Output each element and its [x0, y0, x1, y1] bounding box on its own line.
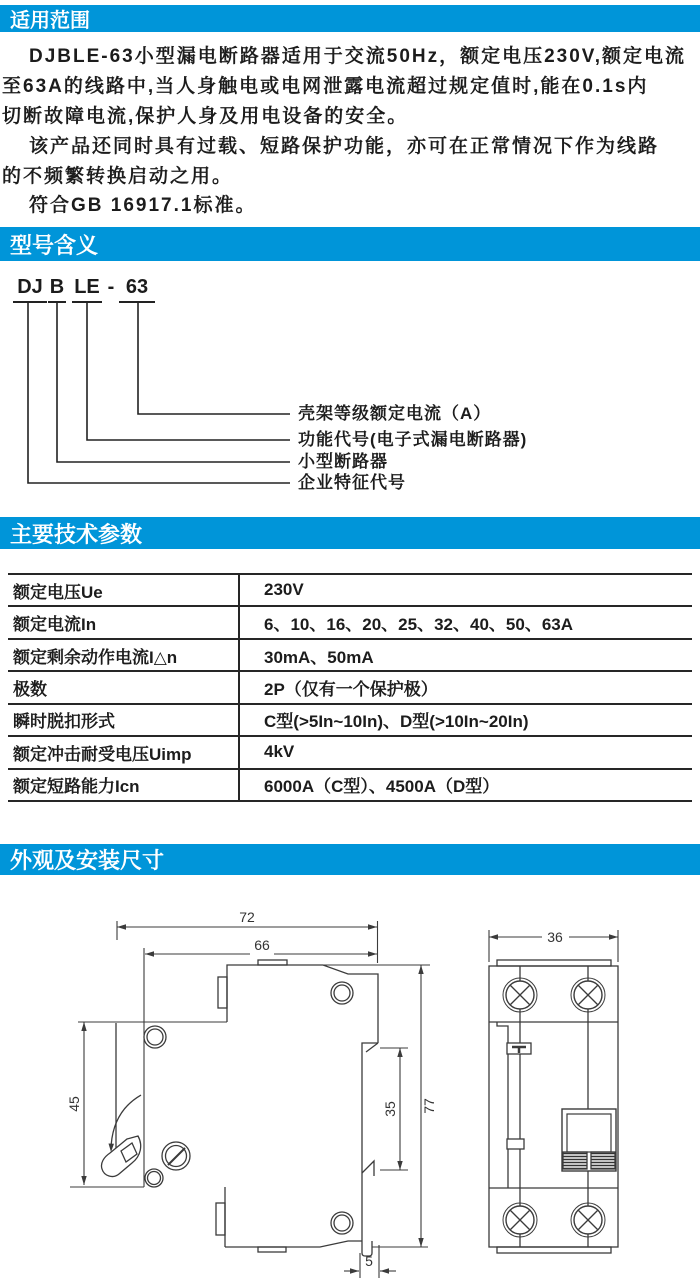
scope-text-line: 至63A的线路中,当人身触电或电网泄露电流超过规定值时,能在0.1s内 — [2, 76, 649, 97]
model-code-le: LE — [72, 276, 102, 303]
model-label-mcb: 小型断路器 — [298, 452, 388, 471]
scope-text-line: 符合GB 16917.1标准。 — [29, 195, 257, 216]
model-code-b: B — [48, 276, 66, 303]
table-row — [8, 640, 692, 672]
model-label-company-code: 企业特征代号 — [298, 473, 406, 492]
spec-param: 额定冲击耐受电压Uimp — [8, 737, 240, 767]
dim-width-body-label: 66 — [254, 937, 270, 953]
model-label-frame-current: 壳架等级额定电流（A） — [298, 404, 492, 423]
table-row — [8, 737, 692, 769]
spec-param: 额定剩余动作电流I△n — [8, 640, 240, 670]
side-view-drawing — [70, 921, 430, 1278]
table-row — [8, 607, 692, 639]
model-code-63: 63 — [119, 276, 155, 303]
table-row — [8, 770, 692, 802]
dim-clip-label: 5 — [365, 1253, 373, 1269]
spec-value: 2P（仅有一个保护极） — [264, 679, 438, 699]
scope-text-line: 该产品还同时具有过载、短路保护功能，亦可在正常情况下作为线路 — [29, 136, 660, 157]
spec-value: 4kV — [264, 742, 295, 762]
spec-param: 额定电压Ue — [8, 575, 240, 605]
section-title-scope: 适用范围 — [0, 5, 700, 32]
scope-text-line: 切断故障电流,保护人身及用电设备的安全。 — [2, 106, 409, 127]
table-row — [8, 705, 692, 737]
spec-value: C型(>5In~10In)、D型(>10In~20In) — [264, 712, 529, 732]
dim-front-width-label: 36 — [547, 929, 563, 945]
section-title-dimensions: 外观及安装尺寸 — [0, 844, 700, 875]
model-code-dj: DJ — [13, 276, 47, 303]
spec-param: 额定电流In — [8, 607, 240, 637]
spec-param: 瞬时脱扣形式 — [8, 705, 240, 735]
spec-value: 230V — [264, 580, 304, 600]
front-view-drawing — [489, 930, 618, 1253]
model-code-dash: - — [107, 276, 115, 298]
spec-value: 6000A（C型）、4500A（D型） — [264, 777, 500, 797]
spec-param: 极数 — [8, 672, 240, 702]
spec-value: 6、10、16、20、25、32、40、50、63A — [264, 615, 574, 635]
table-row — [8, 575, 692, 607]
dim-din-slot-label: 35 — [382, 1101, 398, 1117]
section-title-model: 型号含义 — [0, 227, 700, 261]
dim-height-total-label: 77 — [421, 1098, 437, 1114]
specs-table — [8, 573, 692, 802]
scope-text-line: DJBLE-63小型漏电断路器适用于交流50Hz，额定电压230V,额定电流 — [29, 46, 687, 67]
dimension-drawings — [0, 905, 700, 1286]
model-label-function-code: 功能代号(电子式漏电断路器) — [298, 430, 528, 449]
spec-value: 30mA、50mA — [264, 647, 374, 667]
dim-width-total-label: 72 — [239, 909, 255, 925]
dim-height-left-label: 45 — [66, 1096, 82, 1112]
scope-text-line: 的不频繁转换启动之用。 — [2, 166, 234, 187]
section-title-specs: 主要技术参数 — [0, 517, 700, 549]
spec-param: 额定短路能力Icn — [8, 770, 240, 800]
table-row — [8, 672, 692, 704]
